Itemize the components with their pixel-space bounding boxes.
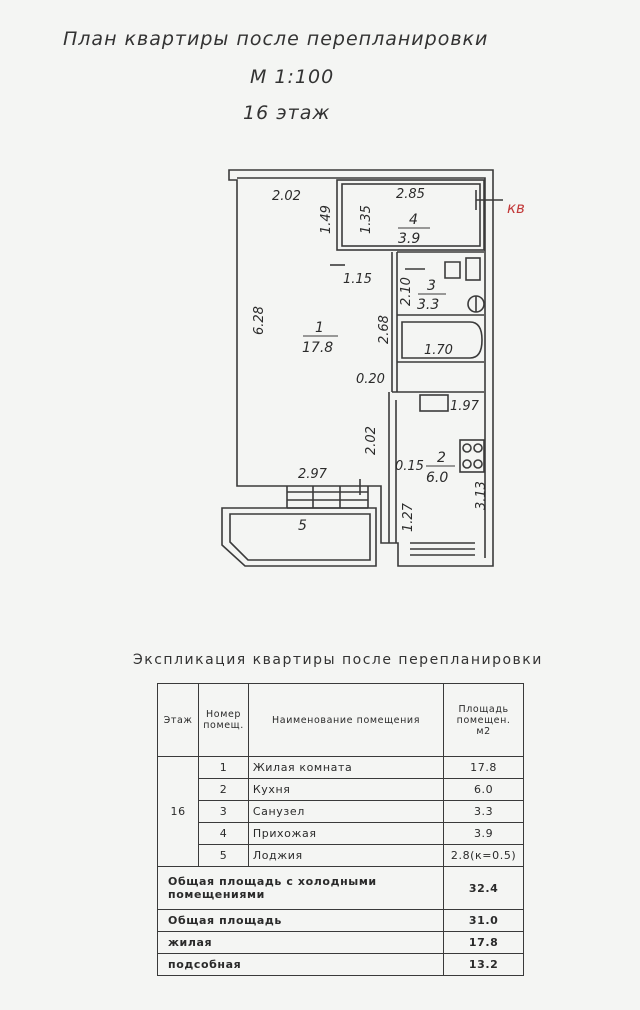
row-number: 2 [199, 779, 249, 801]
svg-text:17.8: 17.8 [302, 340, 334, 356]
row-area: 2.8(к=0.5) [444, 845, 524, 867]
row-area: 17.8 [444, 757, 524, 779]
row-number: 5 [199, 845, 249, 867]
row-number: 4 [199, 823, 249, 845]
dim-1-49: 1.49 [319, 205, 334, 234]
svg-text:3: 3 [427, 278, 436, 294]
dim-2-10: 2.10 [399, 277, 414, 306]
dim-3-13: 3.13 [474, 481, 489, 510]
explication-table [157, 683, 524, 976]
room-3-label [417, 278, 446, 313]
dim-0-15: 0.15 [395, 459, 424, 474]
room-1-label [302, 320, 338, 356]
svg-text:3.3: 3.3 [417, 297, 440, 313]
row-name: Лоджия [248, 845, 443, 867]
table-row [158, 779, 524, 801]
dim-2-85: 2.85 [396, 187, 425, 202]
table-row [158, 801, 524, 823]
header-floor: Этаж [158, 684, 199, 757]
kv-mark: кв [507, 199, 525, 217]
dim-2-97: 2.97 [298, 467, 327, 482]
total-row [158, 910, 524, 932]
row-area: 3.3 [444, 801, 524, 823]
svg-text:6.0: 6.0 [426, 470, 449, 486]
dim-2-02-top: 2.02 [272, 189, 301, 204]
table-row [158, 845, 524, 867]
row-name: Жилая комната [248, 757, 443, 779]
header-name: Наименование помещения [248, 684, 443, 757]
dim-1-70: 1.70 [424, 343, 453, 358]
svg-text:2: 2 [437, 450, 446, 466]
plan-scale: М 1:100 [250, 66, 335, 88]
dim-6-28: 6.28 [252, 306, 267, 335]
dim-1-27: 1.27 [401, 503, 416, 532]
total-row [158, 954, 524, 976]
svg-text:1: 1 [315, 320, 324, 336]
total-value: 17.8 [444, 932, 524, 954]
total-value: 31.0 [444, 910, 524, 932]
total-label: Общая площадь [158, 910, 444, 932]
dim-1-97: 1.97 [450, 399, 479, 414]
row-number: 1 [199, 757, 249, 779]
total-row [158, 932, 524, 954]
header-number: Номер помещ. [199, 684, 249, 757]
explication-header-row [158, 684, 524, 757]
total-value: 13.2 [444, 954, 524, 976]
row-number: 3 [199, 801, 249, 823]
row-name: Прихожая [248, 823, 443, 845]
room-2-label [426, 450, 455, 486]
table-row [158, 757, 524, 779]
total-label: Общая площадь с холодными помещениями [158, 867, 444, 910]
dim-2-68: 2.68 [377, 315, 392, 344]
room-4-label [398, 212, 430, 247]
dim-0-20: 0.20 [356, 372, 385, 387]
dim-1-35: 1.35 [359, 205, 374, 234]
svg-text:3.9: 3.9 [398, 231, 421, 247]
total-row [158, 867, 524, 910]
header-area: Площадь помещен. м2 [444, 684, 524, 757]
svg-text:4: 4 [409, 212, 418, 228]
floor-cell: 16 [158, 757, 199, 867]
plan-floor: 16 этаж [243, 102, 331, 124]
row-area: 3.9 [444, 823, 524, 845]
plan-title: План квартиры после перепланировки [63, 28, 489, 50]
table-row [158, 823, 524, 845]
room-5-label: 5 [298, 518, 307, 534]
dim-1-15: 1.15 [343, 272, 372, 287]
row-name: Кухня [248, 779, 443, 801]
total-value: 32.4 [444, 867, 524, 910]
total-label: подсобная [158, 954, 444, 976]
row-area: 6.0 [444, 779, 524, 801]
explication-title: Экспликация квартиры после перепланировки [133, 652, 543, 668]
total-label: жилая [158, 932, 444, 954]
row-name: Санузел [248, 801, 443, 823]
dim-2-02-mid: 2.02 [364, 426, 379, 455]
